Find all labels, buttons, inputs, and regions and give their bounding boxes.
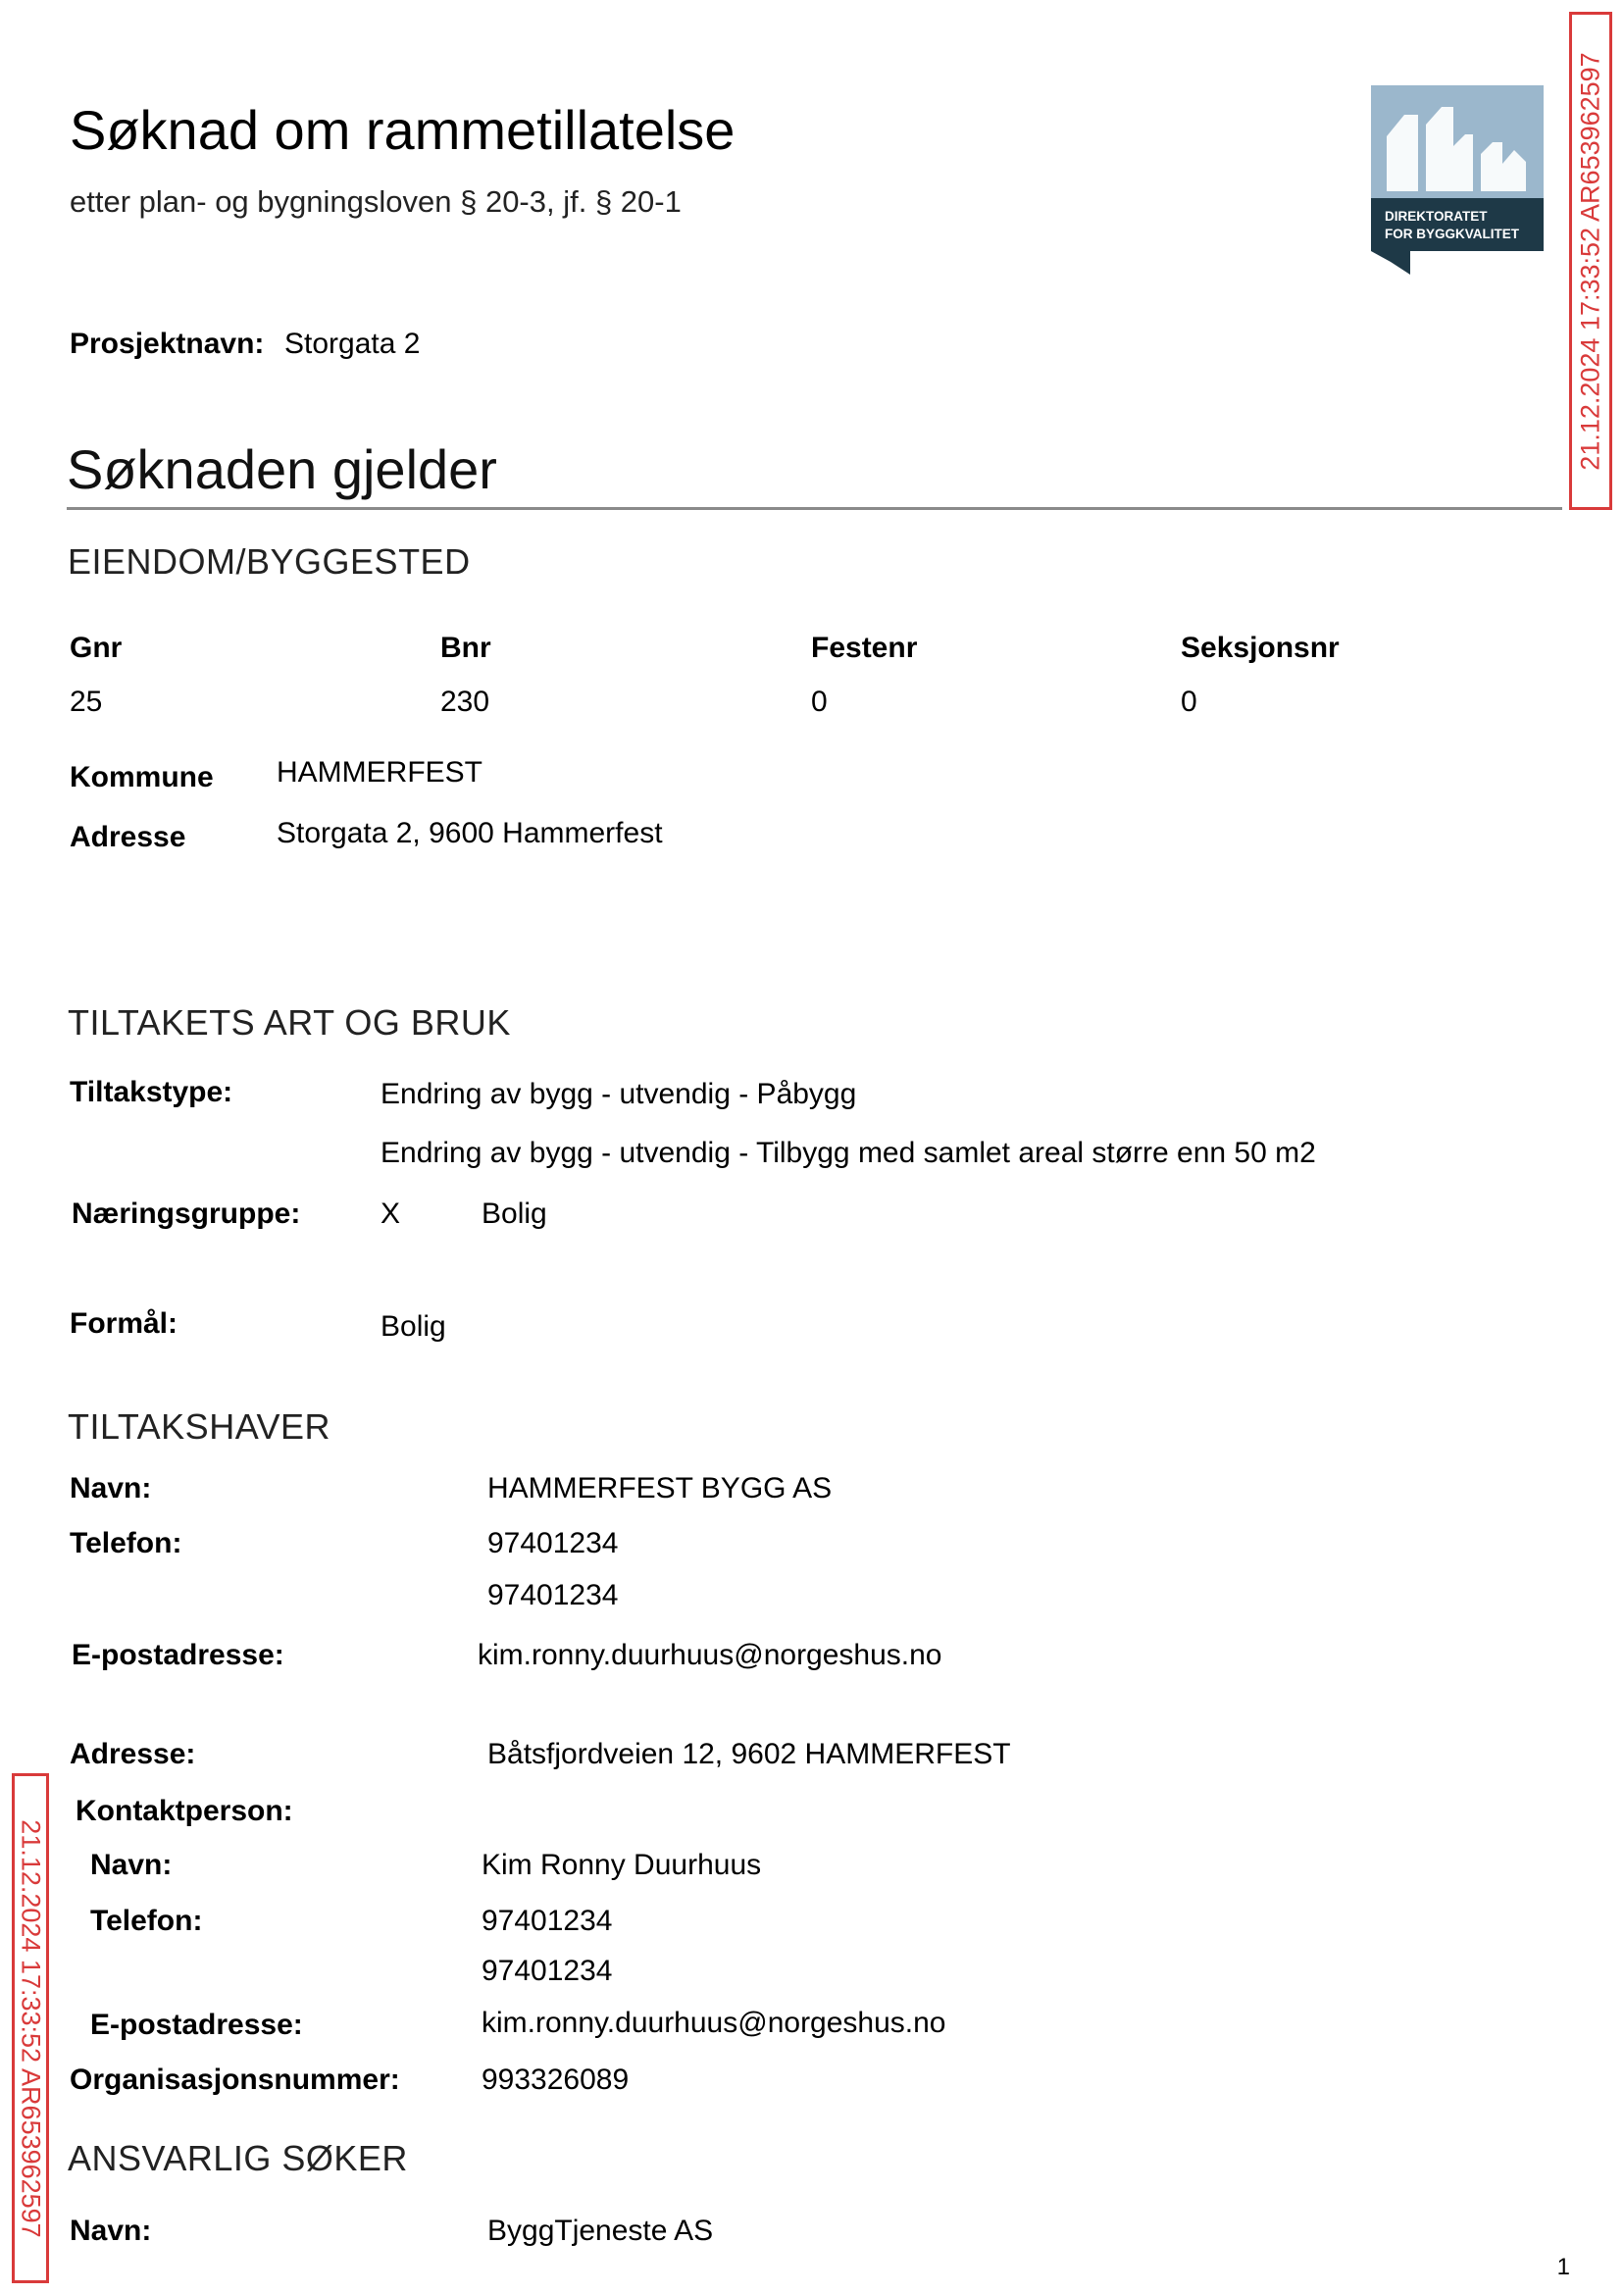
dibk-logo-icon <box>1371 85 1544 275</box>
contact-phone-2: 97401234 <box>482 1955 613 1987</box>
owner-email-value: kim.ronny.duurhuus@norgeshus.no <box>478 1639 942 1671</box>
bnr-value: 230 <box>440 686 490 718</box>
contact-phone-1: 97401234 <box>482 1905 613 1937</box>
owner-section-title: TILTAKSHAVER <box>68 1406 331 1447</box>
dibk-logo <box>1371 85 1544 275</box>
logo-line1: DIREKTORATET <box>1385 209 1488 224</box>
section-heading: Søknaden gjelder <box>67 438 497 500</box>
owner-phone-1: 97401234 <box>487 1527 619 1559</box>
contact-phone-label: Telefon: <box>90 1905 203 1937</box>
document-title: Søknad om rammetillatelse <box>70 99 736 161</box>
seksjonsnr-header: Seksjonsnr <box>1181 632 1340 664</box>
formal-value: Bolig <box>381 1310 446 1343</box>
applicant-name-value: ByggTjeneste AS <box>487 2215 714 2247</box>
festenr-value: 0 <box>811 686 828 718</box>
formal-label: Formål: <box>70 1307 178 1340</box>
stamp-text: 21.12.2024 17:33:52 AR653962597 <box>1575 51 1605 471</box>
owner-name-label: Navn: <box>70 1472 152 1504</box>
owner-address-label: Adresse: <box>70 1738 196 1770</box>
receipt-stamp-left <box>12 1773 49 2283</box>
bnr-header: Bnr <box>440 632 491 664</box>
heading-divider <box>67 507 1562 510</box>
owner-name-value: HAMMERFEST BYGG AS <box>487 1472 833 1504</box>
contact-name-label: Navn: <box>90 1849 173 1881</box>
festenr-header: Festenr <box>811 632 918 664</box>
owner-address-value: Båtsfjordveien 12, 9602 HAMMERFEST <box>487 1738 1011 1770</box>
measure-section-title: TILTAKETS ART OG BRUK <box>68 1002 511 1043</box>
contact-name-value: Kim Ronny Duurhuus <box>482 1849 762 1881</box>
tiltakstype-value-2: Endring av bygg - utvendig - Tilbygg med samlet areal større enn 50 m2 <box>381 1137 1316 1169</box>
naeringsgruppe-code: X <box>381 1198 401 1230</box>
kommune-value: HAMMERFEST <box>277 756 482 789</box>
document-subtitle: etter plan- og bygningsloven § 20-3, jf. § 20-1 <box>70 184 682 219</box>
applicant-name-label: Navn: <box>70 2215 152 2247</box>
gnr-header: Gnr <box>70 632 123 664</box>
applicant-section-title: ANSVARLIG SØKER <box>68 2138 408 2178</box>
org-number-value: 993326089 <box>482 2064 630 2096</box>
naeringsgruppe-label: Næringsgruppe: <box>72 1198 301 1230</box>
stamp-text: 21.12.2024 17:33:52 AR653962597 <box>16 1818 46 2238</box>
adresse-label: Adresse <box>70 821 186 853</box>
receipt-stamp-right <box>1569 12 1612 510</box>
project-name-value: Storgata 2 <box>284 328 421 360</box>
contact-person-label: Kontaktperson: <box>76 1795 293 1827</box>
kommune-label: Kommune <box>70 761 214 793</box>
project-name-label: Prosjektnavn: <box>70 328 265 360</box>
contact-email-label: E-postadresse: <box>90 2009 303 2041</box>
owner-phone-label: Telefon: <box>70 1527 182 1559</box>
adresse-value: Storgata 2, 9600 Hammerfest <box>277 817 663 849</box>
naeringsgruppe-value: Bolig <box>482 1198 547 1230</box>
contact-email-value: kim.ronny.duurhuus@norgeshus.no <box>482 2007 946 2039</box>
org-number-label: Organisasjonsnummer: <box>70 2064 400 2096</box>
gnr-value: 25 <box>70 686 103 718</box>
owner-email-label: E-postadresse: <box>72 1639 284 1671</box>
seksjonsnr-value: 0 <box>1181 686 1197 718</box>
property-section-title: EIENDOM/BYGGESTED <box>68 541 471 582</box>
logo-line2: FOR BYGGKVALITET <box>1385 227 1519 241</box>
tiltakstype-value-1: Endring av bygg - utvendig - Påbygg <box>381 1078 857 1110</box>
tiltakstype-label: Tiltakstype: <box>70 1076 233 1108</box>
owner-phone-2: 97401234 <box>487 1579 619 1611</box>
page-number: 1 <box>1556 2254 1570 2280</box>
